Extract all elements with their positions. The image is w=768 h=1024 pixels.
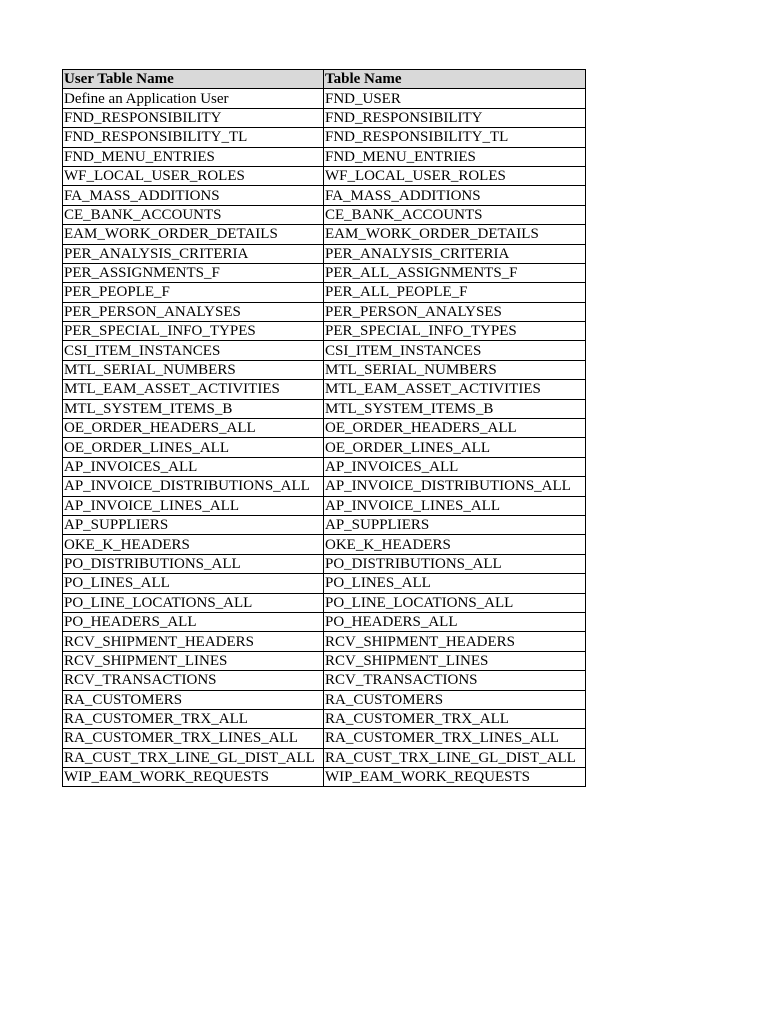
- table-row: [63, 263, 586, 282]
- table-name-cell: FND_RESPONSIBILITY_TL: [324, 128, 586, 147]
- table-name-cell: MTL_SYSTEM_ITEMS_B: [324, 399, 586, 418]
- table-row: [63, 729, 586, 748]
- table-name-cell: PER_ALL_PEOPLE_F: [324, 283, 586, 302]
- table-row: [63, 380, 586, 399]
- user-table-name-cell: CE_BANK_ACCOUNTS: [63, 205, 324, 224]
- table-name-cell: WIP_EAM_WORK_REQUESTS: [324, 768, 586, 787]
- table-name-cell: RCV_TRANSACTIONS: [324, 671, 586, 690]
- user-table-name-cell: RCV_SHIPMENT_HEADERS: [63, 632, 324, 651]
- user-table-name-cell: MTL_EAM_ASSET_ACTIVITIES: [63, 380, 324, 399]
- user-table-name-cell: MTL_SYSTEM_ITEMS_B: [63, 399, 324, 418]
- user-table-name-cell: RA_CUSTOMER_TRX_LINES_ALL: [63, 729, 324, 748]
- table-row: [63, 690, 586, 709]
- user-table-name-cell: PO_LINES_ALL: [63, 574, 324, 593]
- user-table-name-cell: CSI_ITEM_INSTANCES: [63, 341, 324, 360]
- table-row: [63, 283, 586, 302]
- table-row: [63, 593, 586, 612]
- table-name-cell: PER_PERSON_ANALYSES: [324, 302, 586, 321]
- table-row: [63, 438, 586, 457]
- header-user-table-name: User Table Name: [63, 70, 324, 89]
- table-name-cell: FA_MASS_ADDITIONS: [324, 186, 586, 205]
- user-table-name-cell: RCV_TRANSACTIONS: [63, 671, 324, 690]
- table-row: [63, 89, 586, 108]
- table-mapping-sheet: [62, 69, 586, 787]
- table-row: [63, 477, 586, 496]
- table-row: [63, 186, 586, 205]
- table-row: [63, 457, 586, 476]
- table-name-cell: OE_ORDER_HEADERS_ALL: [324, 419, 586, 438]
- table-name-cell: FND_RESPONSIBILITY: [324, 108, 586, 127]
- user-table-name-cell: AP_INVOICE_DISTRIBUTIONS_ALL: [63, 477, 324, 496]
- table-row: [63, 147, 586, 166]
- user-table-name-cell: FND_RESPONSIBILITY_TL: [63, 128, 324, 147]
- table-name-cell: OE_ORDER_LINES_ALL: [324, 438, 586, 457]
- user-table-name-cell: AP_INVOICES_ALL: [63, 457, 324, 476]
- user-table-name-cell: PO_HEADERS_ALL: [63, 612, 324, 631]
- table-name-cell: WF_LOCAL_USER_ROLES: [324, 166, 586, 185]
- table-name-cell: CSI_ITEM_INSTANCES: [324, 341, 586, 360]
- table-name-cell: RA_CUSTOMER_TRX_LINES_ALL: [324, 729, 586, 748]
- table-row: [63, 612, 586, 631]
- table-row: [63, 341, 586, 360]
- table-name-cell: FND_USER: [324, 89, 586, 108]
- user-table-name-cell: PO_DISTRIBUTIONS_ALL: [63, 554, 324, 573]
- user-table-name-cell: OKE_K_HEADERS: [63, 535, 324, 554]
- user-table-name-cell: Define an Application User: [63, 89, 324, 108]
- table-row: [63, 399, 586, 418]
- user-table-name-cell: PER_ASSIGNMENTS_F: [63, 263, 324, 282]
- table-row: [63, 671, 586, 690]
- user-table-name-cell: FA_MASS_ADDITIONS: [63, 186, 324, 205]
- table-name-cell: MTL_EAM_ASSET_ACTIVITIES: [324, 380, 586, 399]
- table-name-cell: PO_DISTRIBUTIONS_ALL: [324, 554, 586, 573]
- table-row: [63, 768, 586, 787]
- user-table-name-cell: PO_LINE_LOCATIONS_ALL: [63, 593, 324, 612]
- user-table-name-cell: FND_RESPONSIBILITY: [63, 108, 324, 127]
- user-table-name-cell: WF_LOCAL_USER_ROLES: [63, 166, 324, 185]
- table-name-cell: RCV_SHIPMENT_HEADERS: [324, 632, 586, 651]
- table-row: [63, 225, 586, 244]
- table-name-cell: CE_BANK_ACCOUNTS: [324, 205, 586, 224]
- table-name-cell: RA_CUST_TRX_LINE_GL_DIST_ALL: [324, 748, 586, 767]
- user-table-name-cell: PER_SPECIAL_INFO_TYPES: [63, 322, 324, 341]
- user-table-name-cell: EAM_WORK_ORDER_DETAILS: [63, 225, 324, 244]
- table-row: [63, 496, 586, 515]
- table-name-cell: PO_HEADERS_ALL: [324, 612, 586, 631]
- user-table-name-cell: RA_CUST_TRX_LINE_GL_DIST_ALL: [63, 748, 324, 767]
- table-name-cell: PER_SPECIAL_INFO_TYPES: [324, 322, 586, 341]
- table-name-cell: AP_SUPPLIERS: [324, 515, 586, 534]
- table-name-cell: FND_MENU_ENTRIES: [324, 147, 586, 166]
- table-body: [63, 89, 586, 787]
- user-table-name-cell: RA_CUSTOMERS: [63, 690, 324, 709]
- table-row: [63, 419, 586, 438]
- table-name-cell: MTL_SERIAL_NUMBERS: [324, 360, 586, 379]
- table-row: [63, 535, 586, 554]
- table-mapping: [62, 69, 586, 787]
- table-row: [63, 554, 586, 573]
- table-row: [63, 651, 586, 670]
- user-table-name-cell: MTL_SERIAL_NUMBERS: [63, 360, 324, 379]
- header-table-name: Table Name: [324, 70, 586, 89]
- table-row: [63, 322, 586, 341]
- table-name-cell: RA_CUSTOMERS: [324, 690, 586, 709]
- user-table-name-cell: PER_PEOPLE_F: [63, 283, 324, 302]
- table-name-cell: AP_INVOICE_LINES_ALL: [324, 496, 586, 515]
- table-row: [63, 574, 586, 593]
- table-row: [63, 709, 586, 728]
- user-table-name-cell: AP_SUPPLIERS: [63, 515, 324, 534]
- table-name-cell: RCV_SHIPMENT_LINES: [324, 651, 586, 670]
- user-table-name-cell: AP_INVOICE_LINES_ALL: [63, 496, 324, 515]
- table-row: [63, 515, 586, 534]
- header-row: [63, 70, 586, 89]
- table-name-cell: EAM_WORK_ORDER_DETAILS: [324, 225, 586, 244]
- table-row: [63, 205, 586, 224]
- table-name-cell: PO_LINES_ALL: [324, 574, 586, 593]
- table-name-cell: PER_ANALYSIS_CRITERIA: [324, 244, 586, 263]
- user-table-name-cell: FND_MENU_ENTRIES: [63, 147, 324, 166]
- user-table-name-cell: OE_ORDER_LINES_ALL: [63, 438, 324, 457]
- user-table-name-cell: RCV_SHIPMENT_LINES: [63, 651, 324, 670]
- user-table-name-cell: PER_ANALYSIS_CRITERIA: [63, 244, 324, 263]
- table-row: [63, 128, 586, 147]
- table-name-cell: PO_LINE_LOCATIONS_ALL: [324, 593, 586, 612]
- table-name-cell: OKE_K_HEADERS: [324, 535, 586, 554]
- user-table-name-cell: PER_PERSON_ANALYSES: [63, 302, 324, 321]
- user-table-name-cell: RA_CUSTOMER_TRX_ALL: [63, 709, 324, 728]
- table-row: [63, 244, 586, 263]
- table-row: [63, 632, 586, 651]
- user-table-name-cell: WIP_EAM_WORK_REQUESTS: [63, 768, 324, 787]
- table-name-cell: AP_INVOICE_DISTRIBUTIONS_ALL: [324, 477, 586, 496]
- table-row: [63, 108, 586, 127]
- table-name-cell: RA_CUSTOMER_TRX_ALL: [324, 709, 586, 728]
- table-row: [63, 360, 586, 379]
- table-row: [63, 166, 586, 185]
- table-row: [63, 748, 586, 767]
- table-name-cell: PER_ALL_ASSIGNMENTS_F: [324, 263, 586, 282]
- user-table-name-cell: OE_ORDER_HEADERS_ALL: [63, 419, 324, 438]
- table-row: [63, 302, 586, 321]
- table-name-cell: AP_INVOICES_ALL: [324, 457, 586, 476]
